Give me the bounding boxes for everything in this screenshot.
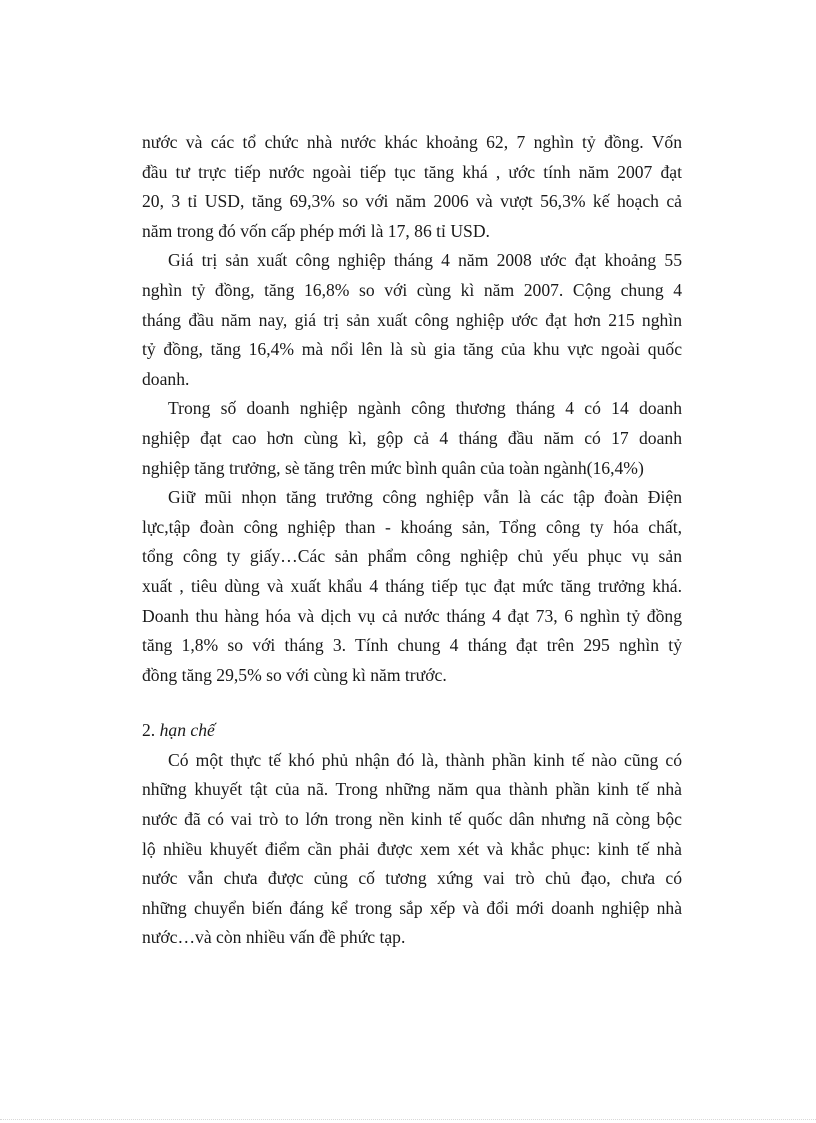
page-bottom-rule <box>0 1119 816 1120</box>
paragraph-industrial-output <box>142 246 682 394</box>
text-line: nước vẫn chưa được củng cố tương xứng vai trò chủ đạo, chưa có <box>142 868 682 889</box>
text-line: nước đã có vai trò to lớn trong nền kinh tế quốc dân nhưng nã còng bộc <box>142 809 682 830</box>
text-line: đầu tư trực tiếp nước ngoài tiếp tục tăng khá , ước tính năm 2007 đạt <box>142 161 682 182</box>
paragraph-enterprises <box>142 394 682 483</box>
text-line: lực,tập đoàn công nghiệp than - khoáng sản, Tổng công ty hóa chất, <box>142 516 682 537</box>
text-line: Trong số doanh nghiệp ngành công thương tháng 4 có 14 doanh <box>168 398 682 419</box>
text-line: Doanh thu hàng hóa và dịch vụ cả nước tháng 4 đạt 73, 6 nghìn tỷ đồng <box>142 605 682 626</box>
paragraph-investment <box>142 128 682 246</box>
text-line: doanh. <box>142 368 190 389</box>
section-title: hạn chế <box>159 720 215 741</box>
text-line: Giữ mũi nhọn tăng trưởng công nghiệp vẫn là các tập đoàn Điện <box>168 487 682 508</box>
text-line: tháng đầu năm nay, giá trị sản xuất công nghiệp ước đạt hơn 215 nghìn <box>142 309 682 330</box>
text-line: tăng 1,8% so với tháng 3. Tính chung 4 tháng đạt trên 295 nghìn tỷ <box>142 635 682 656</box>
document-page <box>142 128 682 953</box>
text-line: đồng tăng 29,5% so với cùng kì năm trước. <box>142 664 447 685</box>
text-line: tổng công ty giấy…Các sản phẩm công nghiệp chủ yếu phục vụ sản <box>142 546 682 567</box>
text-line: Giá trị sản xuất công nghiệp tháng 4 năm 2008 ước đạt khoảng 55 <box>168 250 682 271</box>
text-line: Có một thực tế khó phủ nhận đó là, thành phần kinh tế nào cũng có <box>168 749 682 770</box>
text-line: nước và các tổ chức nhà nước khác khoảng 62, 7 nghìn tỷ đồng. Vốn <box>142 132 682 152</box>
text-line: nghiệp đạt cao hơn cùng kì, gộp cả 4 tháng đầu năm có 17 doanh <box>142 427 682 448</box>
paragraph-limitations <box>142 746 682 953</box>
text-line: những khuyết tật của nã. Trong những năm qua thành phần kinh tế nhà <box>142 779 682 800</box>
text-line: những chuyển biến đáng kể trong sắp xếp và đổi mới doanh nghiệp nhà <box>142 897 682 918</box>
text-line: nghìn tỷ đồng, tăng 16,8% so với cùng kì năm 2007. Cộng chung 4 <box>142 279 682 300</box>
text-line: xuất , tiêu dùng và xuất khẩu 4 tháng tiếp tục đạt mức tăng trưởng khá. <box>142 575 682 596</box>
text-line: nghiệp tăng trưởng, sè tăng trên mức bình quân của toàn ngành(16,4%) <box>142 457 644 478</box>
text-line: năm trong đó vốn cấp phép mới là 17, 86 tỉ USD. <box>142 220 490 241</box>
paragraph-growth-leaders <box>142 483 682 690</box>
section-heading-block <box>142 716 682 746</box>
section-heading <box>142 716 682 746</box>
text-line: 20, 3 tỉ USD, tăng 69,3% so với năm 2006 và vượt 56,3% kế hoạch cả <box>142 191 682 212</box>
text-line: lộ nhiều khuyết điểm cần phải được xem xét và khắc phục: kinh tế nhà <box>142 838 682 859</box>
section-number: 2. <box>142 720 156 741</box>
text-line: tỷ đồng, tăng 16,4% mà nổi lên là sù gia tăng của khu vực ngoài quốc <box>142 339 682 360</box>
text-line: nước…và còn nhiều vấn đề phức tạp. <box>142 927 406 948</box>
